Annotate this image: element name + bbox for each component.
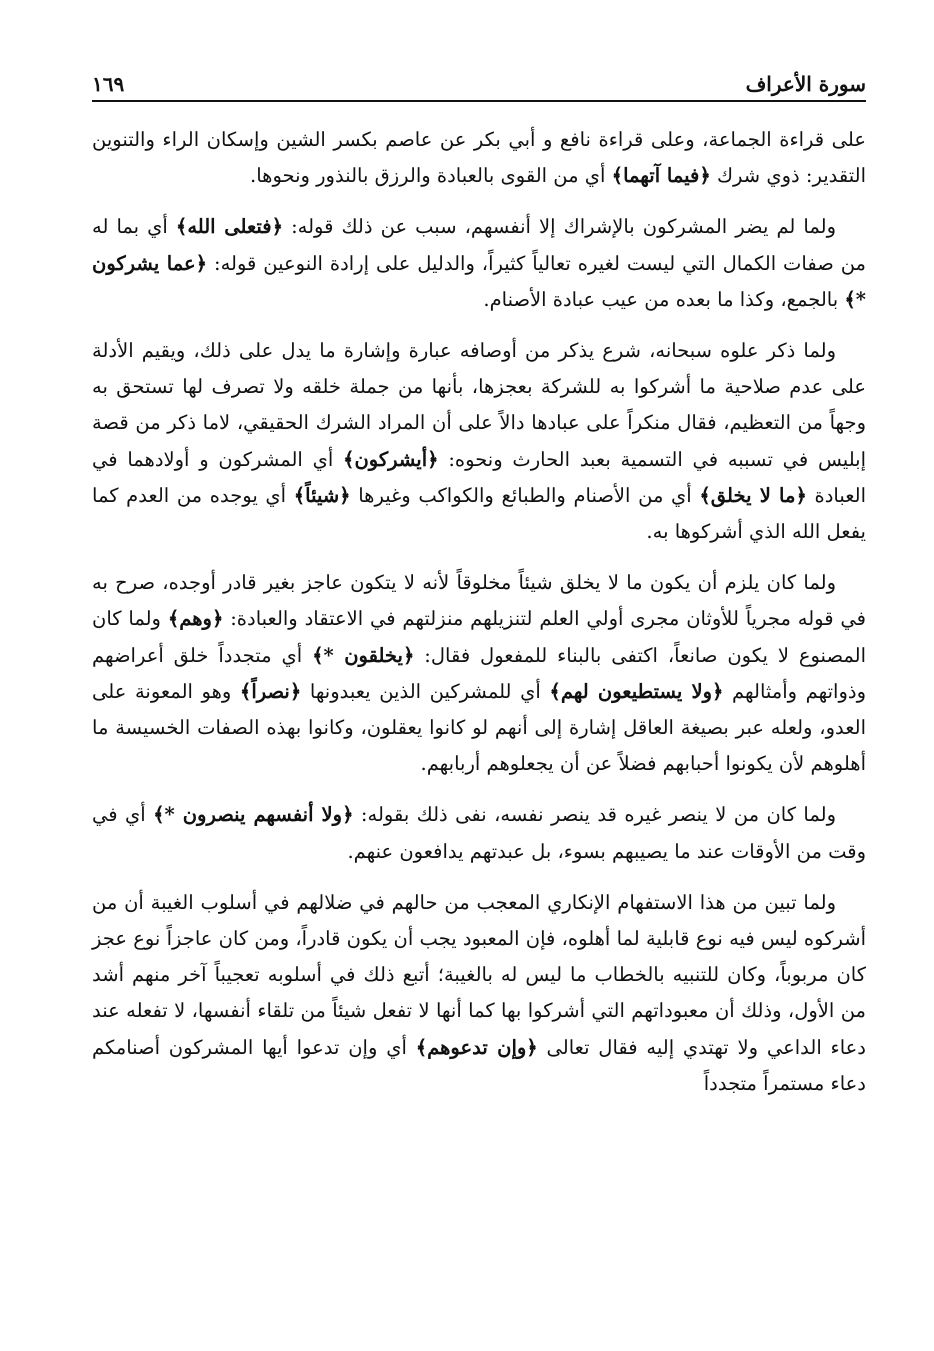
- quran-quote: ﴿ولا أنفسهم ينصرون *﴾: [153, 803, 354, 827]
- paragraph-text: أي في وقت من الأوقات عند ما يصيبهم بسوء، بل عبدتهم يدافعون عنهم.: [92, 803, 866, 863]
- quran-quote: ﴿فتعلى الله﴾: [175, 215, 284, 239]
- paragraph-text: ولما كان المصنوع لا يكون صانعاً، اكتفى بالبناء للمفعول فقال:: [92, 607, 866, 667]
- page-header: [92, 72, 866, 102]
- quran-quote: ﴿ما لا يخلق﴾: [699, 483, 807, 507]
- quran-quote: ﴿نصراً﴾: [239, 679, 302, 703]
- quran-quote: ﴿عما يشركون *﴾: [92, 251, 866, 311]
- page-number: ١٦٩: [92, 72, 125, 96]
- quran-quote: ﴿فيما آتهما﴾: [611, 164, 711, 188]
- paragraph-text: أي بما له من صفات الكمال التي ليست لغيره تعالياً كثيراً، والدليل على إرادة النوعين قوله:: [92, 215, 866, 275]
- paragraph: [92, 565, 866, 782]
- paragraph-text: أي للمشركين الذين يعبدونها: [301, 679, 550, 703]
- paragraph: [92, 885, 866, 1102]
- paragraph-text: أي من الأصنام والطبائع والكواكب وغيرها: [350, 483, 700, 507]
- quran-quote: ﴿يخلقون *﴾: [312, 643, 415, 667]
- paragraph-text: ولما كان من لا ينصر غيره قد ينصر نفسه، نفى ذلك بقوله:: [353, 803, 836, 827]
- paragraph-text: على قراءة الجماعة، وعلى قراءة نافع و أبي بكر عن عاصم بكسر الشين وإسكان الراء والتنوين التقدير: ذوي شرك: [92, 128, 866, 188]
- paragraph-text: أي وإن تدعوا أيها المشركون أصنامكم دعاء مستمراً متجدداً: [92, 1035, 866, 1095]
- paragraph-text: أي متجدداً خلق أعراضهم وذواتهم وأمثالهم: [92, 643, 866, 703]
- quran-quote: ﴿أيشركون﴾: [343, 447, 439, 471]
- paragraph-text: بالجمع، وكذا ما بعده من عيب عبادة الأصنام.: [483, 287, 845, 311]
- paragraph-text: أي يوجده من العدم كما يفعل الله الذي أشركوها به.: [92, 483, 866, 544]
- page-body: [92, 122, 866, 1117]
- quran-quote: ﴿وهم﴾: [167, 607, 224, 631]
- quran-quote: ﴿ولا يستطيعون لهم﴾: [549, 679, 724, 703]
- paragraph-text: ولما تبين من هذا الاستفهام الإنكاري المعجب من حالهم في ضلالهم في أسلوب الغيبة أن من أشركوه ليس فيه نوع قابلية لما أهلوه، فإن المعبود يجب أن يكون قادراً، ومن كان عاجزاً نوع عجز كان مربوباً، وكان للتنبيه بالخطاب ما ليس له بالغيبة؛ أتبع ذلك في أسلوبه تعجيباً آخر منهم أشد من الأول، وذلك أن معبوداتهم التي أشركوا بها كما أنها لا تفعل شيئاً من تلقاء أنفسها، لا تفعله عند دعاء الداعي ولا تهتدي إليه فقال تعالى: [92, 890, 866, 1059]
- quran-quote: ﴿شيئاً﴾: [293, 483, 351, 507]
- paragraph: [92, 797, 866, 869]
- paragraph-text: ولما كان يلزم أن يكون ما لا يخلق شيئاً مخلوقاً لأنه لا يتكون عاجز بغير قادر أوجده، صرح به في قوله مجرياً للأوثان مجرى أولي العلم لتنزيلهم منزلتهم في الاعتقاد والعبادة:: [92, 571, 866, 631]
- paragraph-text: أي المشركون و أولادهما في العبادة: [92, 447, 866, 507]
- paragraph-text: وهو المعونة على العدو، ولعله عبر بصيغة العاقل إشارة إلى أنهم لو كانوا يعقلون، وكانوا بهذه الصفات الخسيسة ما أهلوهم لأن يكونوا أحبابهم فضلاً عن أن يجعلوهم أربابهم.: [92, 679, 866, 776]
- surah-title: سورة الأعراف: [745, 72, 866, 96]
- paragraph: [92, 333, 866, 550]
- quran-quote: ﴿وإن تدعوهم﴾: [415, 1035, 538, 1059]
- paragraph-text: ولما لم يضر المشركون بالإشراك إلا أنفسهم، سبب عن ذلك قوله:: [283, 215, 836, 239]
- paragraph: [92, 122, 866, 194]
- paragraph-text: ولما ذكر علوه سبحانه، شرع يذكر من أوصافه عبارة وإشارة ما يدل على ذلك، ويقيم الأدلة على عدم صلاحية ما أشركوا به للشركة بعجزها، بأنها من جملة خلقه ولا تصرف لها تستحق به وجهاً من التعظيم، فقال منكراً على عبادها دالاً على أن المراد الشرك الحقيقي، لاما ذكر من قصة إبليس في تسببه في التسمية بعبد الحارث ونحوه:: [92, 339, 866, 471]
- paragraph: [92, 209, 866, 318]
- paragraph-text: أي من القوى بالعبادة والرزق بالنذور ونحوها.: [250, 164, 612, 188]
